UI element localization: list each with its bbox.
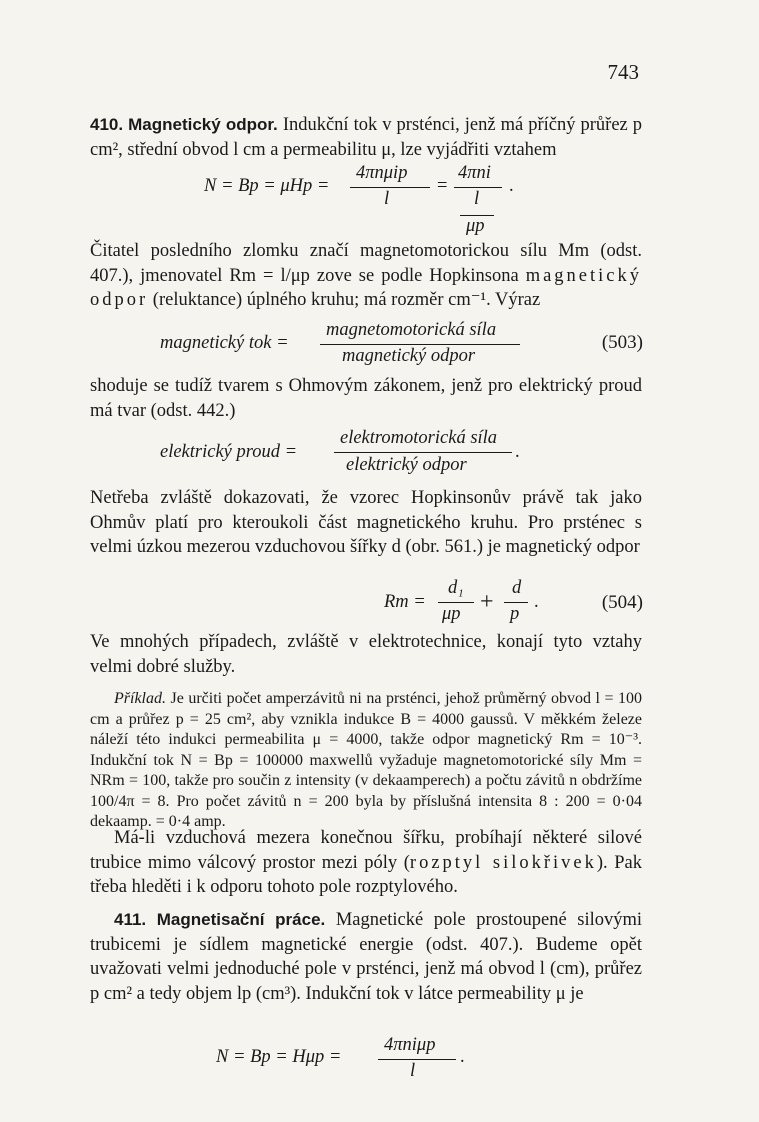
section-411-text: Magnetické pole prostoupené silovými trubicemi je sídlem magnetické energie (odst. 407.). Budeme opět uvažovati velmi jednoduché pole v prsténci, jenž má obvod l (cm), průřez p cm² a tedy objem lp (cm³). Indukční tok v látce permeability μ je <box>90 910 643 1004</box>
formula-1-lhs: N = Bp = μHp = <box>204 176 330 196</box>
eq504-dot: . <box>534 592 539 612</box>
eq-electric-lhs: elektrický proud = <box>160 442 298 462</box>
formula-411-numerator: 4πniμp <box>384 1035 436 1055</box>
eq504-f1-denominator: μp <box>442 604 461 624</box>
formula-1-frac2-num: 4πni <box>458 163 491 183</box>
formula-1-frac2-den: μp <box>466 216 485 236</box>
formula-411-bar <box>378 1059 456 1060</box>
eq504-f1-numerator: d₁ <box>448 578 464 598</box>
term-rozptyl-silokrivek: rozptyl silokřivek <box>409 852 597 873</box>
eq503-number: (503) <box>601 332 643 353</box>
section-411-number: 411. <box>114 910 147 929</box>
eq503-denominator: magnetický odpor <box>342 346 476 366</box>
eq504-lhs: Rm = <box>384 592 426 612</box>
section-410-number: 410. <box>90 115 124 134</box>
eq-electric-bar <box>334 452 512 453</box>
paragraph-6-text: Má-li vzduchová mezera konečnou šířku, probíhají některé silové trubice mimo válcový prostor mezi póly ( <box>90 828 642 873</box>
eq503-lhs: magnetický tok = <box>160 333 289 353</box>
section-410-intro <box>90 113 642 162</box>
formula-1-frac1-num: 4πnμip <box>356 163 408 183</box>
section-410-paragraph-4: Netřeba zvláště dokazovati, že vzorec Hopkinsonův právě tak jako Ohmův platí pro kteroukoli část magnetického kruhu. Pro prsténec s velmi úzkou mezerou vzduchovou šířky d (obr. 561.) je magnetický odpor <box>90 488 642 557</box>
eq503-bar <box>320 344 520 345</box>
paragraph-6-text-end: ). Pak třeba hleděti i k odporu tohoto pole rozptylového. <box>90 852 642 897</box>
section-411-heading: Magnetisační práce. <box>156 910 326 929</box>
section-411 <box>90 908 642 1006</box>
formula-411-dot: . <box>460 1047 465 1067</box>
section-410-paragraph-2 <box>90 239 642 313</box>
eq504-f2-denominator: p <box>510 604 520 624</box>
eq504-number: (504) <box>601 592 643 613</box>
formula-1-dot: . <box>509 176 514 196</box>
formula-411-denominator: l <box>410 1061 416 1081</box>
formula-411-lhs: N = Bp = Hμp = <box>216 1047 342 1067</box>
formula-1-eq: = <box>437 176 448 196</box>
eq503-numerator: magnetomotorická síla <box>326 320 497 340</box>
section-410-heading: Magnetický odpor. <box>128 115 278 134</box>
page-number: 743 <box>607 60 639 84</box>
eq504-f2-numerator: d <box>512 578 522 598</box>
eq-electric-dot: . <box>515 442 520 462</box>
example-text: Je určiti počet amperzávitů ni na prsténci, jehož průměrný obvod l = 100 cm a průřez p = 25 cm², aby vznikla indukce B = 4000 gaussů. V měkkém železe náleží této indukci permeabilita μ = 4000, takže odpor magnetický Rm = 10⁻³. Indukční tok N = Bp = 100000 maxwellů vyžaduje magnetomotorické síly Mm = NRm = 100, takže pro součin z intensity (v dekaamperech) a počtu závitů n obdržíme 100/4π = 8. Pro počet závitů n = 200 byla by příslušná intensita 8 : 200 = 0·04 dekaamp. = 0·4 amp. <box>90 690 643 830</box>
formula-1-frac1-den: l <box>384 189 390 209</box>
section-410-paragraph-6 <box>90 826 642 900</box>
example-block <box>90 689 642 833</box>
eq504-f2-bar <box>504 602 528 603</box>
section-410-paragraph-3: shoduje se tudíž tvarem s Ohmovým zákonem, jenž pro elektrický proud má tvar (odst. 442.) <box>90 376 642 421</box>
section-410-paragraph-5: Ve mnohých případech, zvláště v elektrotechnice, konají tyto vztahy velmi dobré služby. <box>90 632 642 677</box>
formula-1-frac2-bar <box>454 187 502 188</box>
section-410-intro-text: Indukční tok v prsténci, jenž má příčný průřez p cm², střední obvod l cm a permeabilitu μ, lze vyjádřiti vztahem <box>90 115 643 160</box>
term-magneticky-odpor: magnetický odpor <box>90 265 643 310</box>
paragraph-2-text: Čitatel posledního zlomku značí magnetomotorickou sílu Mm (odst. 407.), jmenovatel Rm = l/μp zove se podle Hopkinsona <box>90 241 642 286</box>
formula-1-frac1-bar <box>350 187 430 188</box>
eq504-plus: + <box>480 589 494 615</box>
formula-1-frac2-mid: l <box>474 189 480 209</box>
paragraph-2-text-end: (reluktance) úplného kruhu; má rozměr cm⁻¹. Výraz <box>152 290 541 310</box>
eq504-f1-bar <box>438 602 474 603</box>
eq-electric-denominator: elektrický odpor <box>346 455 467 475</box>
example-label: Příklad. <box>114 690 166 707</box>
eq-electric-numerator: elektromotorická síla <box>340 428 498 448</box>
